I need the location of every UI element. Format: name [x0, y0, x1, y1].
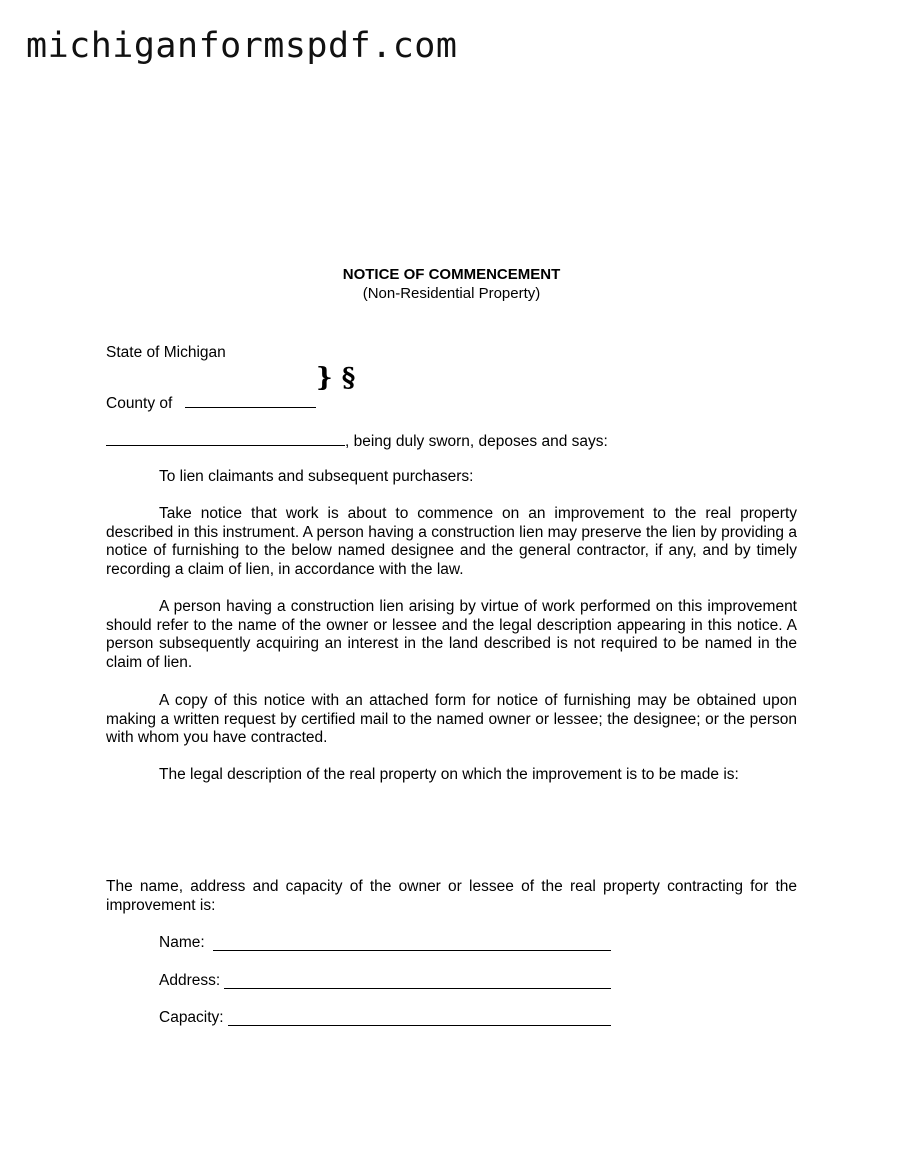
- affiant-name-blank-field[interactable]: [106, 431, 345, 446]
- form-subtitle: (Non-Residential Property): [362, 285, 541, 302]
- capacity-label: Capacity:: [159, 1009, 224, 1026]
- affiant-row: [106, 431, 608, 451]
- state-label: State of Michigan: [106, 344, 226, 361]
- paragraph-lien-claimants: To lien claimants and subsequent purchasers:: [159, 468, 474, 485]
- paragraph-owner-info: The name, address and capacity of the owner or lessee of the real property contracting for the improvement is:: [106, 878, 797, 914]
- name-input-line[interactable]: [213, 950, 611, 951]
- paragraph-legal-description: The legal description of the real property on which the improvement is to be made is:: [159, 766, 739, 783]
- site-watermark: michiganformspdf.com: [26, 26, 458, 66]
- paragraph-construction-lien: A person having a construction lien arising by virtue of work performed on this improvement should refer to the name of the owner or lessee and the legal description appearing in this notice. A person subsequently acquiring an interest in the land described is not required to be named in the claim of lien.: [106, 598, 797, 672]
- county-row: [106, 393, 316, 413]
- name-label: Name:: [159, 934, 205, 951]
- address-label: Address:: [159, 972, 221, 989]
- address-input-line[interactable]: [224, 988, 611, 989]
- form-title: NOTICE OF COMMENCEMENT: [342, 266, 561, 283]
- county-label: County of: [106, 395, 173, 412]
- capacity-input-line[interactable]: [228, 1025, 611, 1026]
- county-blank-field[interactable]: [185, 393, 316, 408]
- sworn-statement: , being duly sworn, deposes and says:: [345, 433, 608, 450]
- paragraph-take-notice: Take notice that work is about to commence on an improvement to the real property described in this instrument. A person having a construction lien may preserve the lien by providing a notice of furnishing to the below named designee and the general contractor, if any, and by timely recording a claim of lien, in accordance with the law.: [106, 505, 797, 579]
- venue-brace-section-symbol: } §: [316, 363, 356, 393]
- paragraph-copy-of-notice: A copy of this notice with an attached form for notice of furnishing may be obtained upon making a written request by certified mail to the named owner or lessee; the designee; or the person with whom you have contracted.: [106, 692, 797, 747]
